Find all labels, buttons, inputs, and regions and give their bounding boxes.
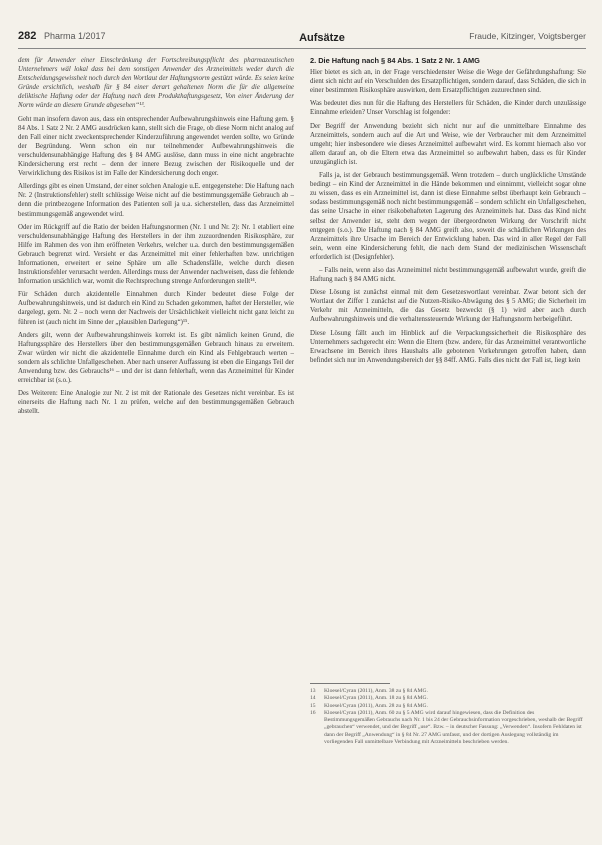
footnotes [310,688,586,746]
body-paragraph: Allerdings gibt es einen Umstand, der einer solchen Analogie u.E. entgegenstehe: Die Haftung nach Nr. 2 (Instruktionsfehler) stellt schlüssige Weise nicht auf die bestimmungsgemäße Gebrauch ab – denn die printbezogene Information des Patienten soll ja u.a. sicherstellen, dass das Arzneimittel bestimmungsgemäß angewendet wird. [18,183,294,218]
header-rule [18,48,586,49]
left-column [18,56,294,420]
authors: Fraude, Kitzinger, Voigtsberger [469,31,586,41]
journal-issue: Pharma 1/2017 [44,31,106,41]
footnote-text: Kloesel/Cyran (2011), Anm. 38 zu § 84 AMG. [324,688,428,694]
right-column [310,56,586,369]
footnote-number: 15 [310,702,316,709]
body-paragraph: Was bedeutet dies nun für die Haftung des Herstellers für Schäden, die Kinder durch unzulässige Einnahme erleiden? Unser Vorschlag ist folgender: [310,100,586,117]
section-title: Aufsätze [299,32,345,44]
footnote-number: 14 [310,695,316,702]
page-number: 282 [18,30,37,42]
footnote-number: 13 [310,688,316,694]
quote-paragraph: dem für Anwender einer Einschränkung der Fortschreibungspflicht des pharmazeutischen Unternehmers wäl lokal dass bei dem sonstigen Anwender des Arzneimittels weder durch die Entscheidungsgewissheit noch durch den Wortlaut der Haftungsnorm gestützt würde. Es seien keine Gründe ersichtlich, weshalb für § 84 einer derart gehaltenen Norm die für die allgemeine deliktische Haftung oder der Haftung nach dem Produkthaftungsgesetz, Von einer Änderung der Norm würde an diesem Grunde abgesehen“¹³. [18,57,294,110]
body-paragraph: Diese Lösung fällt auch im Hinblick auf die Verpackungssicherheit die Risikosphäre des Unternehmers sachgerecht ein: Wenn die Eltern (bzw. andere, für das Arzneimittel verantwortliche Erwachsene im Bereich ihres Haushalts alle gebotenen Vorkehrungen getroffen haben, dann befindet sich nur im Anwendungsbereich der §§ 84ff. AMG. Falls dies nicht der Fall ist, liegt kein [310,329,586,364]
body-paragraph: Der Begriff der Anwendung bezieht sich nicht nur auf die unmittelbare Einnahme des Arzneimittels, sondern auch auf die Art und Weise, wie der Verbraucher mit dem Arzneimittel umgeht; hier insbesondere wie dieses Arzneimittel aufbewahrt wird. Es kommt hiernach also vor allem darauf an, ob die Eltern etwa das Arzneimittel so aufbewahrt haben, dass es für Kinder unzugänglich ist. [310,122,586,166]
footnote-text: Kloesel/Cyran (2011), Anm. 28 zu § 84 AMG. [324,702,428,709]
body-paragraph: Geht man insofern davon aus, dass ein entsprechender Aufbewahrungshinweis eine Haftung gem. § 84 Abs. 1 Satz 2 Nr. 2 AMG ausdrücken kann, stellt sich die Frage, ob diese Norm nicht analog auf den Fall einer nicht zweckentsprechender Kinderzuführung angewendet werden sollte, wo Gründe der Begründung. Wenn schon ein nur teilnehmender Aufbewahrungshinweis die verschuldensunabhängige Haftung des § 84 AMG auslöse, dann muss in eine nicht angebrachte Kindersicherung erst recht – denn der innere Bezug zwischen der Risikoquelle und der Verwirklichung des Risikos ist im Falle der Kindersicherung doch enger. [18,115,294,178]
footnote-text: Kloesel/Cyran (2011), Anm. 18 zu § 84 AMG. [324,695,428,702]
body-paragraph: – Falls nein, wenn also das Arzneimittel nicht bestimmungsgemäß aufbewahrt wurde, greift die Haftung nach § 84 AMG nicht. [310,266,586,284]
body-paragraph: Diese Lösung ist zunächst einmal mit dem Gesetzeswortlaut vereinbar. Zwar betont sich der Wortlaut der Ziffer 1 zunächst auf die Nutzen-Risiko-Abwägung des § 5 AMG; die Sicherheit im Verkehr mit Arzneimitteln, die das Gesetz bezweckt (§ 1) wird aber auch durch Aufbewahrungshinweis und die verhaltenssteuernde Wirkung der Haftungsnorm herbeigeführt. [310,289,586,324]
body-paragraph: Anders gilt, wenn der Aufbewahrungshinweis korrekt ist. Es gibt nämlich keinen Grund, die Haftungssphäre des Herstellers über den bestimmungsgemäßen Gebrauch hinaus zu erweitern. Zwar würden wir nicht die akzidentelle Einnahme durch ein Kind als Fehlgebrauch werten – sondern als schlichte Unfallgeschehen. Aber nach unserer Auffassung ist eben die Eingangs Teil der Anwendung bzw. des Gebrauchs¹⁶ – und der ist dann fehlerhaft, wenn das Arzneimittel für Kinder erreichbar ist (s.o.). [18,331,294,385]
body-paragraph: Des Weiteren: Eine Analogie zur Nr. 2 ist mit der Rationale des Gesetzes nicht vereinbar. Es ist einerseits die Haftung nach Nr. 1 zu prüfen, welche auf den bestimmungsgemäßen Gebrauch abstellt. [18,390,294,416]
body-paragraph: Hier bietet es sich an, in der Frage verschiedenster Weise die Wege der Gefährdungshaftung: Sie dient sich nicht auf ein Verschulden des Ersatzpflichtigen, sondern darauf, dass Schäden, die sich in einer bestimmten Risikosphäre auswirken, dem Ersatzpflichtigen zuzurechnen sind. [310,69,586,95]
running-header [18,30,586,46]
body-paragraph: Falls ja, ist der Gebrauch bestimmungsgemäß. Wenn trotzdem – durch unglückliche Umstände bedingt – ein Kind der Arzneimittel in die Hände bekommen und einnimmt, vielleicht sogar ohne zu wissen, dass es ein Arzneimittel ist, dann ist diese Einnahme selbst überhaupt kein Gebrauch – sodass bestimmungsgemäß noch nicht bestimmungsgemäß – sondern schlicht ein Unfallgeschehen, das seine Ursache in einer risikobehafteten Lagerung des Arzneimittels hat. Dass das Kind nicht selbst der Anwender ist, steht dem wegen der übergeordneten Wirkung der Vorschrift nicht entgegen (s.o.). Die Haftung nach § 84 AMG greift also, soweit die schädlichen Wirkungen des Arzneimittels ihre Ursache im Bereich der Entwicklung haben. Das wird in aller Regel der Fall sein, wenn eine Kindersicherung fehlt, die nach dem Stand der medizinischen Wissenschaft erforderlich ist (Designfehler). [310,172,586,261]
footnote-rule [310,683,390,684]
footnote [310,710,586,746]
footnote-number: 16 [310,709,316,716]
footnote-text: Kloesel/Cyran (2011), Anm. 60 zu § 5 AMG wird darauf hingewiesen, dass die Definition des Bestimmungsgemäßen Gebrauchs nach Nr. 1 bis 24 der Gebrauchsinformation vorgeschrieben, weshalb der Begriff „gebrauchen“ verwendet, und der Begriff „use“. Bzw. – in deutscher Fassung: „Verwenden“. Insofern Fehldaten ist dann der Begriff „Anwendung“ in § 84 Nr. 27 AMG umfasst, und der dortigen Auslegung vollständig im vorliegenden Fall unmittelbare Verbindung mit Arzneimitteln beschrieben werden. [324,709,583,746]
section-subheading: 2. Die Haftung nach § 84 Abs. 1 Satz 2 Nr. 1 AMG [310,56,480,65]
body-paragraph: Für Schäden durch akzidentelle Einnahmen durch Kinder bedeutet diese Folge der Aufbewahrungshinweis, und ist dadurch ein Kind zu Schaden gekommen, haftet der Hersteller, wie dargelegt, gem. Nr. 2 – noch wenn der Nachweis der Ursächlichkeit vielleicht nicht ganz leicht zu führen ist (auch nicht im Sinne der „plausiblen Darlegung“)¹⁵. [18,291,294,326]
body-paragraph: Oder im Rückgriff auf die Ratio der beiden Haftungsnormen (Nr. 1 und Nr. 2): Nr. 1 etabliert eine verschuldensunabhängige Haftung des Herstellers in der ihm zuzuordnenden Risikosphäre, zur Hilfe im Rahmen des von ihm eröffneten Verkehrs, welcher u.a. durch den bestimmungsgemäßen Gebrauch begrenzt wird. Versieht er das Arzneimittel mit einer fehlerhaften bzw. unrichtigen Informationen, erweitert er seine Sphäre um alle Schadensfälle, welche durch diesen Instruktionsfehler verursacht werden. Allerdings muss der Anwender nachweisen, dass die fehlende Information ursächlich war, womit die Rechtsprechung strenge Anforderungen stellt¹⁴. [18,223,294,286]
footnote [310,695,586,702]
footnote [310,703,586,710]
